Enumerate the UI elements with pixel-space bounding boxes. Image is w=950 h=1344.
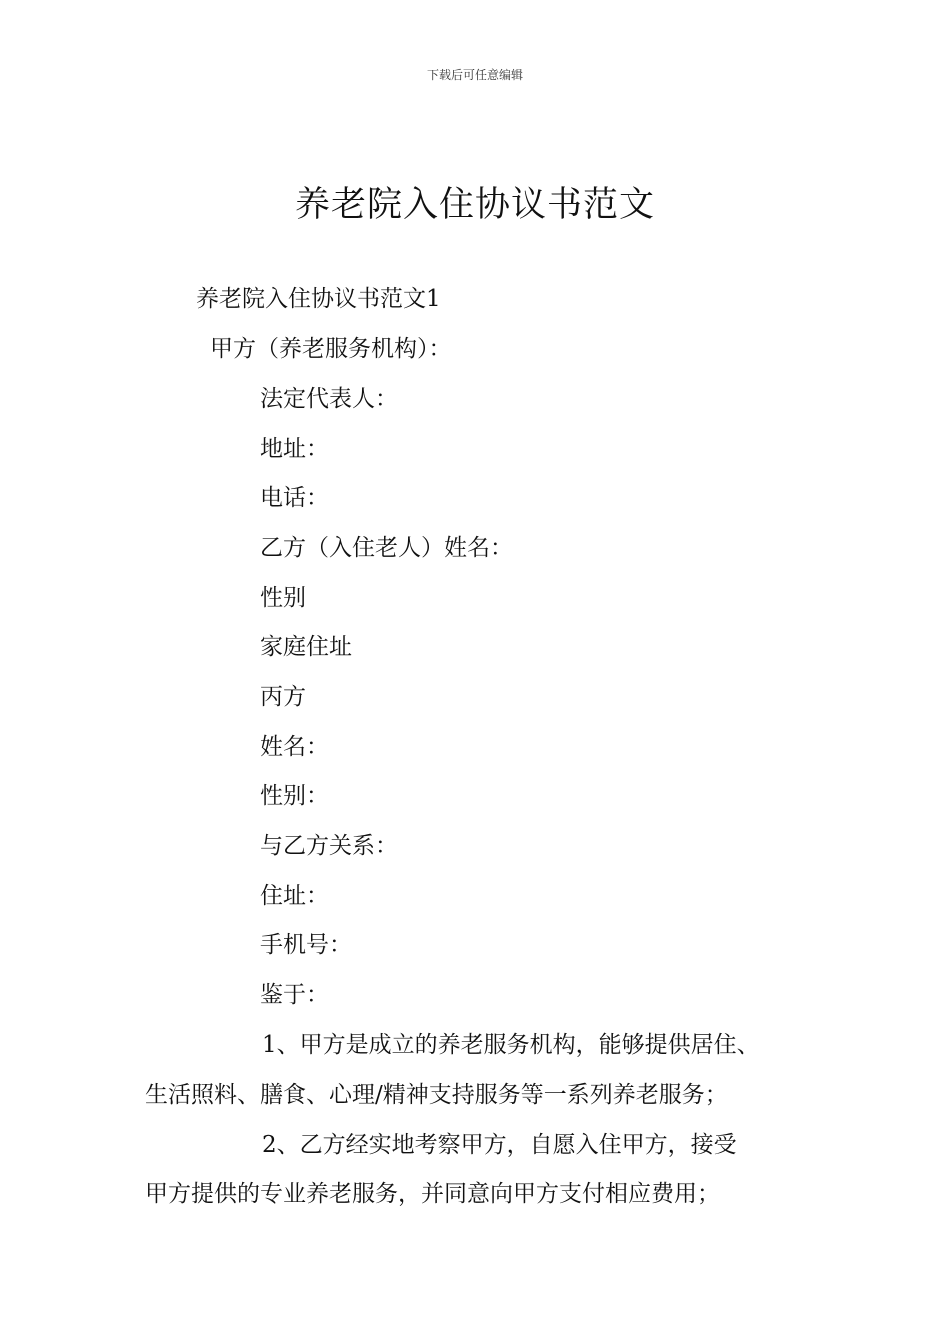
field-residence: 住址： [260,883,329,909]
field-party-b-name: 乙方（入住老人）姓名： [260,535,513,561]
field-legal-representative: 法定代表人： [260,386,398,412]
field-relationship: 与乙方关系： [260,833,398,859]
document-title: 养老院入住协议书范文 [294,185,655,225]
clause-2-line-2: 甲方提供的专业养老服务，并同意向甲方支付相应费用； [145,1181,720,1207]
field-party-b-gender: 性别 [260,585,306,611]
field-mobile: 手机号： [260,932,352,958]
clause-1-line-1: 1、甲方是成立的养老服务机构，能够提供居住、 [262,1032,760,1058]
field-home-address: 家庭住址 [260,634,352,660]
whereas-heading: 鉴于： [260,982,329,1008]
field-phone: 电话： [260,485,329,511]
party-c-heading: 丙方 [260,684,306,710]
party-a-heading: 甲方（养老服务机构）： [210,336,452,362]
page-header-note: 下载后可任意编辑 [426,68,523,82]
field-address: 地址： [260,436,329,462]
field-party-c-gender: 性别： [260,783,329,809]
clause-1-line-2: 生活照料、膳食、心理/精神支持服务等一系列养老服务； [145,1082,728,1108]
field-party-c-name: 姓名： [260,734,329,760]
document-subtitle: 养老院入住协议书范文1 [196,286,441,312]
clause-2-line-1: 2、乙方经实地考察甲方，自愿入住甲方，接受 [262,1132,737,1158]
